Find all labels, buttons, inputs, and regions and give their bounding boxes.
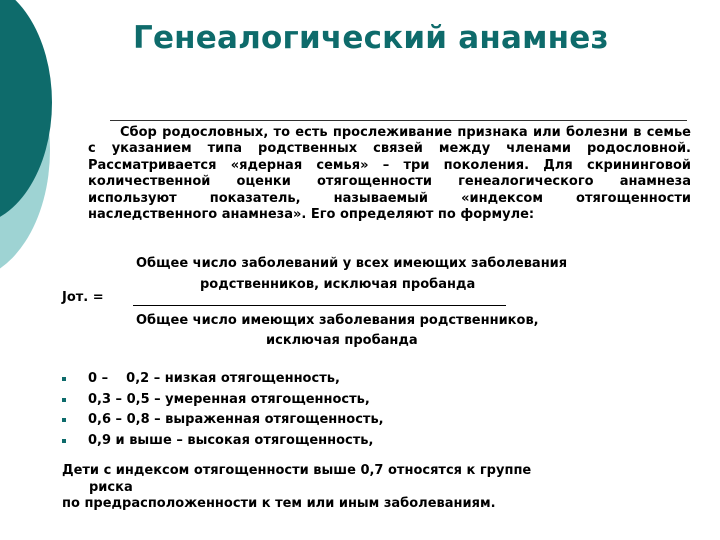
- numerator-line-2: родственников, исключая пробанда: [200, 277, 476, 292]
- title-divider: [110, 120, 687, 121]
- denominator-line-2: исключая пробанда: [266, 333, 418, 348]
- scale-item-text: 0,6 – 0,8 – выраженная отягощенность,: [88, 412, 384, 428]
- fraction-bar: [133, 305, 506, 306]
- scale-item: [62, 410, 384, 431]
- bullet-icon: [62, 398, 66, 402]
- conclusion-line-1: Дети с индексом отягощенности выше 0,7 относятся к группе: [62, 463, 532, 478]
- numerator-line-1: Общее число заболеваний у всех имеющих заболевания: [136, 256, 568, 271]
- index-scale-list: [62, 369, 384, 452]
- scale-item-text: 0,9 и выше – высокая отягощенность,: [88, 433, 374, 449]
- formula-numerator: [0, 253, 720, 295]
- slide-title: Генеалогический анамнез: [133, 20, 609, 56]
- conclusion-text: [62, 463, 682, 513]
- formula-label: Jот. =: [62, 290, 104, 305]
- scale-item-text: 0 – 0,2 – низкая отягощенность,: [88, 371, 340, 386]
- intro-paragraph: Сбор родословных, то есть прослеживание признака или болезни в семье с указанием типа родственных связей между членами родословной. Рассматривается «ядерная семья» – три поколения. Для скрининговой количественной оценки отягощенности генеалогического анамнеза используют показатель, называемый «индексом отягощенности наследственного анамнеза». Его определяют по формуле:: [88, 125, 691, 223]
- scale-item: [62, 431, 384, 452]
- formula-denominator: [0, 311, 720, 351]
- scale-item: [62, 369, 384, 390]
- bullet-icon: [62, 418, 66, 422]
- denominator-line-1: Общее число имеющих заболевания родственников,: [136, 313, 539, 328]
- bullet-icon: [62, 377, 66, 381]
- scale-item: [62, 390, 384, 411]
- conclusion-line-3: по предрасположенности к тем или иным заболеваниям.: [62, 496, 496, 511]
- bullet-icon: [62, 439, 66, 443]
- conclusion-line-2: риска: [89, 479, 133, 495]
- scale-item-text: 0,3 – 0,5 – умеренная отягощенность,: [88, 391, 370, 407]
